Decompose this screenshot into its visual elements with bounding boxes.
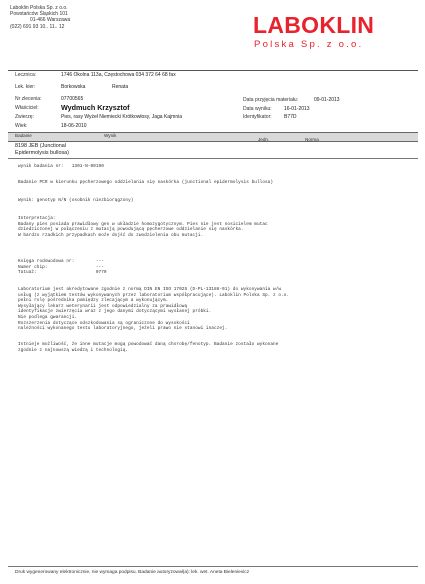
akredytacja-line: usług (z wyjątkiem testów wykonywanych przez laboratorium współpracujące). Laboklin Polska Sp. z o.o. bbox=[18, 292, 290, 298]
interpretacja-line: Badany pies posiada prawidłowy gen w układzie homozygotycznym. Pies nie jest nosicielem mutac bbox=[18, 221, 268, 227]
wynik-genotype: Wynik: genotyp N/N (osobnik niezbiorągzony) bbox=[18, 198, 134, 203]
lab-address bbox=[10, 5, 70, 30]
lab-address-line: (022) 691 93 10.. 11.. 12 bbox=[10, 23, 65, 30]
logo-main-text: LABOKLIN bbox=[253, 12, 375, 38]
interpretacja-line: W bardzo rzadkich przypadkach może dojść do zwodzielenia obu mutacji. bbox=[18, 232, 204, 238]
lek-kier-label: Lek. kier: bbox=[15, 84, 36, 90]
istnieje-line: Istnieje możliwość, że inne mutacje mogą powodować daną chorobę/fenotyp. Badanie zostało wykonane bbox=[18, 342, 279, 347]
header-norma: Norma bbox=[305, 137, 319, 142]
zwierze-label: Zwierzę: bbox=[15, 114, 34, 120]
lab-address-line: 01-466 Warszawa bbox=[30, 17, 71, 24]
wiek-label: Wiek: bbox=[15, 123, 28, 129]
patient-top-rule bbox=[8, 70, 418, 71]
lab-address-line: Laboklin Polska Sp. z o.o. bbox=[10, 5, 68, 11]
ksiega-line: Księga rodowodowa nr: --- bbox=[18, 259, 104, 264]
akredytacja-line: Wysyłający lekarz weterynarii jest odpowiedzialny za prawidłową bbox=[18, 303, 188, 309]
lab-address-line: Powstańców Śląskich 101 bbox=[10, 11, 68, 18]
header-jedn: Jedn. bbox=[258, 137, 270, 142]
zwierze-value: Pies, rasy Wyżeł Niemiecki Krótkowłosy, Jaga Kajmnia bbox=[61, 114, 183, 120]
ksiega-block bbox=[18, 259, 107, 276]
test-rule bbox=[8, 158, 418, 159]
data-przyjecia-label: Data przyjęcia materiału: bbox=[243, 97, 299, 103]
identyfikator-label: Identyfikator: bbox=[243, 114, 272, 120]
interpretacja-line: dziedziczonej w połączeniu z mutacją powodującą pęcherzowe oddzielanie się naskórka. bbox=[18, 227, 244, 233]
identyfikator-value: B77D bbox=[284, 114, 297, 120]
wynik-number: wynik badania nr: 1301-N-00190 bbox=[18, 164, 104, 169]
wiek-value: 18-06-2010 bbox=[61, 123, 87, 129]
ksiega-line: Tatuaż: 0770 bbox=[18, 270, 107, 276]
ksiega-line: Numer chip: --- bbox=[18, 264, 104, 270]
data-wyniku-label: Data wyniku: bbox=[243, 106, 272, 112]
results-table-header bbox=[8, 132, 418, 142]
header-wynik: Wynik bbox=[104, 133, 117, 138]
zlecenie-value: 07700565 bbox=[61, 96, 84, 102]
lecznica-value: 1746 Okolna 113a, Częstochowa 034 372 64 68 fax bbox=[61, 72, 176, 78]
test-title-line-1: 8198 JEB (Junctional bbox=[15, 143, 66, 149]
akredytacja-line: pełni rolę pośrednika pomiędzy zlecającym a wykonującym. bbox=[18, 298, 169, 304]
akredytacja-line: Nie podlega gwarancji. bbox=[18, 314, 78, 320]
akredytacja-line: Laboratorium jest akredytowane zgodnie z normą DIN EN ISO 17025 (D-PL-13186-01) do wykonywania w/w bbox=[18, 287, 282, 292]
lek-kier-firstname: Renata bbox=[112, 84, 129, 90]
lek-kier-value: Borkowska bbox=[61, 84, 86, 90]
footer-note: Druk wygenerowany elektronicznie, nie wymaga podpisu. Badanie autoryzował(a): lek. wet. Aneta Bielenievicz bbox=[15, 570, 250, 575]
wlasciciel-label: Właściciel: bbox=[15, 105, 39, 111]
header-badanie: Badanie bbox=[15, 133, 32, 138]
test-title-line-2: Epidermolysis bullosa) bbox=[15, 150, 69, 156]
footer-rule bbox=[8, 566, 418, 567]
interpretacja-block bbox=[18, 216, 268, 238]
interpretacja-line: Interpretacja: bbox=[18, 216, 56, 221]
akredytacja-line: należności wykonanego testu laboratoryjnego, jeżeli prawo nie stanowi inaczej. bbox=[18, 326, 228, 332]
istnieje-line: zgodnie z najnowszą wiedzą i technologią. bbox=[18, 347, 129, 353]
badanie-description: Badanie PCR w kierunku pęcherzowego oddzielania się naskórka (junctional epidermolysis bullosa) bbox=[18, 180, 274, 185]
wlasciciel-value: Wydmuch Krzysztof bbox=[61, 103, 130, 112]
lecznica-label: Lecznica: bbox=[15, 72, 37, 78]
data-przyjecia-value: 09-01-2013 bbox=[314, 97, 340, 103]
data-wyniku-value: 16-01-2013 bbox=[284, 106, 310, 112]
zlecenie-label: Nr zlecenia: bbox=[15, 96, 42, 102]
istnieje-block bbox=[18, 342, 278, 353]
akredytacja-block bbox=[18, 287, 289, 332]
logo-sub-text: Polska Sp. z o.o. bbox=[254, 39, 364, 50]
akredytacja-line: Rozszerzenia dotyczące odszkodowania są ograniczone do wysokości bbox=[18, 320, 190, 326]
akredytacja-line: identyfikacje zwierzęcia wraz z jego danymi dotyczącymi wysłanej próbki. bbox=[18, 309, 212, 315]
laboklin-logo bbox=[253, 14, 418, 50]
